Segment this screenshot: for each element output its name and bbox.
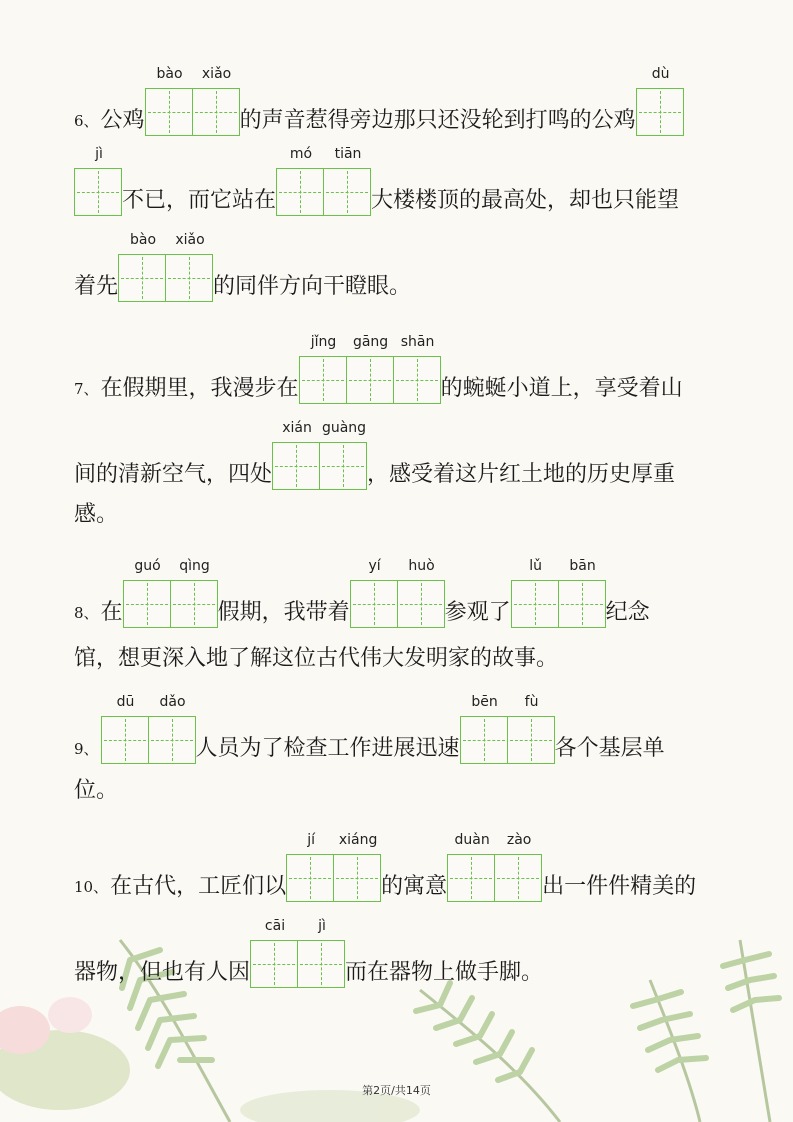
q7-line-1 xyxy=(74,334,683,404)
q8-text-3: 参观了 xyxy=(444,600,511,625)
q6-text-6: 的同伴方向干瞪眼。 xyxy=(213,274,412,299)
q6-text-3: 不已，而它站在 xyxy=(122,188,277,213)
pinyin: shān xyxy=(400,334,435,350)
pinyin: tiān xyxy=(334,146,362,162)
page-footer: 第2页/共14页 xyxy=(362,1084,431,1097)
pinyin: guàng xyxy=(321,420,367,436)
q7-text-5: 感。 xyxy=(74,502,119,527)
pinyin: dū xyxy=(116,694,135,710)
answer-cell[interactable] xyxy=(397,558,445,628)
q8-line-2 xyxy=(74,634,558,674)
pinyin: guó xyxy=(134,558,161,574)
pinyin: dù xyxy=(651,66,670,82)
q6-text-5: 着先 xyxy=(74,274,119,299)
pinyin: bān xyxy=(569,558,596,574)
answer-cell[interactable] xyxy=(123,558,171,628)
answer-cell[interactable] xyxy=(272,420,320,490)
answer-cell[interactable] xyxy=(299,334,347,404)
q8-text-2: 假期，我带着 xyxy=(217,600,350,625)
answer-cell[interactable] xyxy=(323,146,371,216)
answer-cell[interactable] xyxy=(276,146,324,216)
q9-blank-1[interactable] xyxy=(101,694,196,764)
answer-cell[interactable] xyxy=(192,66,240,136)
pinyin: fù xyxy=(524,694,539,710)
q7-line-2 xyxy=(74,420,676,490)
q7-text-2: 的蜿蜒小道上，享受着山 xyxy=(440,376,683,401)
q10-number: 10、 xyxy=(74,878,109,896)
pinyin: bào xyxy=(130,232,157,248)
pinyin: cāi xyxy=(264,918,286,934)
q6-number: 6、 xyxy=(74,112,99,130)
pinyin: zào xyxy=(506,832,532,848)
q8-text-1: 在 xyxy=(100,600,123,625)
answer-cell[interactable] xyxy=(74,146,122,216)
pinyin: huò xyxy=(408,558,435,574)
pinyin: jí xyxy=(307,832,315,848)
q9-line-2 xyxy=(74,766,118,806)
answer-cell[interactable] xyxy=(145,66,193,136)
q8-blank-3[interactable] xyxy=(511,558,606,628)
q6-blank-1[interactable] xyxy=(145,66,240,136)
q7-blank-2[interactable] xyxy=(272,420,367,490)
pinyin: dǎo xyxy=(159,694,186,710)
q7-text-1: 在假期里，我漫步在 xyxy=(100,376,299,401)
q8-text-5: 馆，想更深入地了解这位古代伟大发明家的故事。 xyxy=(74,646,559,671)
q6-line-1 xyxy=(74,66,684,136)
answer-cell[interactable] xyxy=(393,334,441,404)
q10-text-5: 而在器物上做手脚。 xyxy=(345,960,544,985)
q10-blank-3[interactable] xyxy=(250,918,345,988)
pinyin: duàn xyxy=(454,832,490,848)
q10-blank-2[interactable] xyxy=(447,832,542,902)
pinyin: bào xyxy=(156,66,183,82)
q7-blank-1[interactable] xyxy=(299,334,441,404)
q9-text-1: 人员为了检查工作进展迅速 xyxy=(195,736,460,761)
pinyin: xiǎo xyxy=(175,232,205,248)
q6-text-4: 大楼楼顶的最高处，却也只能望 xyxy=(371,188,680,213)
answer-cell[interactable] xyxy=(511,558,559,628)
answer-cell[interactable] xyxy=(333,832,381,902)
answer-cell[interactable] xyxy=(148,694,196,764)
q7-text-3: 间的清新空气，四处 xyxy=(74,462,273,487)
answer-cell[interactable] xyxy=(297,918,345,988)
q10-blank-1[interactable] xyxy=(286,832,381,902)
q9-text-3: 位。 xyxy=(74,778,119,803)
pinyin: xián xyxy=(282,420,312,436)
answer-cell[interactable] xyxy=(558,558,606,628)
q8-line-1 xyxy=(74,558,650,628)
pinyin: gāng xyxy=(352,334,389,350)
pinyin: xiǎo xyxy=(201,66,232,82)
q8-text-4: 纪念 xyxy=(605,600,650,625)
answer-cell[interactable] xyxy=(350,558,398,628)
q7-number: 7、 xyxy=(74,380,99,398)
answer-cell[interactable] xyxy=(286,832,334,902)
answer-cell[interactable] xyxy=(165,232,213,302)
pinyin: yí xyxy=(368,558,381,574)
q8-blank-2[interactable] xyxy=(350,558,445,628)
pinyin: jǐng xyxy=(310,334,337,350)
q7-text-4: ，感受着这片红土地的历史厚重 xyxy=(367,462,676,487)
q6-blank-2[interactable] xyxy=(636,66,684,136)
q7-line-3 xyxy=(74,490,118,530)
q6-text-2: 的声音惹得旁边那只还没轮到打鸣的公鸡 xyxy=(239,108,636,133)
q9-text-2: 各个基层单 xyxy=(554,736,665,761)
q6-blank-3[interactable] xyxy=(74,146,122,216)
q9-number: 9、 xyxy=(74,740,99,758)
q8-blank-1[interactable] xyxy=(123,558,218,628)
answer-cell[interactable] xyxy=(170,558,218,628)
q6-line-3 xyxy=(74,232,412,302)
answer-cell[interactable] xyxy=(101,694,149,764)
q9-blank-2[interactable] xyxy=(460,694,555,764)
q10-line-1 xyxy=(74,832,697,902)
pinyin: bēn xyxy=(471,694,498,710)
pinyin: xiáng xyxy=(338,832,378,848)
q10-text-1: 在古代，工匠们以 xyxy=(110,874,287,899)
q10-line-2 xyxy=(74,918,544,988)
answer-cell[interactable] xyxy=(460,694,508,764)
answer-cell[interactable] xyxy=(319,420,367,490)
answer-cell[interactable] xyxy=(636,66,684,136)
q8-number: 8、 xyxy=(74,604,99,622)
pinyin: mó xyxy=(289,146,313,162)
answer-cell[interactable] xyxy=(250,918,298,988)
answer-cell[interactable] xyxy=(507,694,555,764)
answer-cell[interactable] xyxy=(494,832,542,902)
answer-cell[interactable] xyxy=(447,832,495,902)
q6-blank-5[interactable] xyxy=(118,232,213,302)
answer-cell[interactable] xyxy=(118,232,166,302)
pinyin: jì xyxy=(318,918,326,934)
q6-blank-4[interactable] xyxy=(276,146,371,216)
q9-line-1 xyxy=(74,694,665,764)
pinyin: qìng xyxy=(179,558,210,574)
answer-cell[interactable] xyxy=(346,334,394,404)
q10-text-4: 器物，但也有人因 xyxy=(74,960,251,985)
pinyin: lǔ xyxy=(529,558,542,574)
q10-text-3: 出一件件精美的 xyxy=(542,874,697,899)
q6-text-1: 公鸡 xyxy=(100,108,145,133)
pinyin: jì xyxy=(95,146,103,162)
q10-text-2: 的寓意 xyxy=(381,874,448,899)
q6-line-2 xyxy=(74,146,680,216)
